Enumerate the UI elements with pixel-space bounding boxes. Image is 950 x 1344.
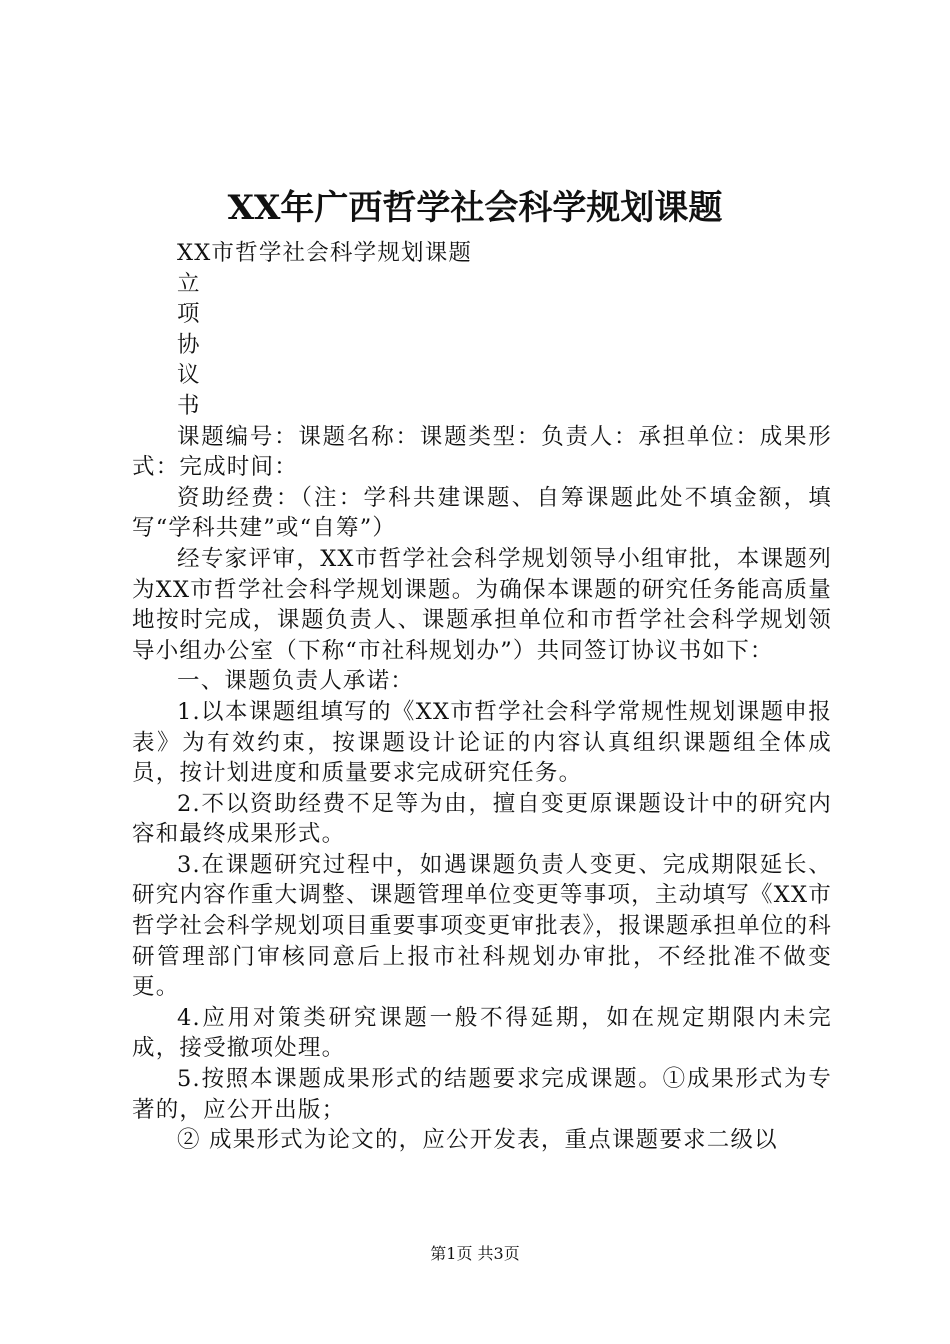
paragraph: 书 bbox=[177, 392, 201, 419]
paragraph: 课题编号：课题名称：课题类型：负责人：承担单位：成果形式：完成时间： bbox=[132, 423, 832, 481]
paragraph: 一、课题负责人承诺： bbox=[177, 668, 415, 695]
paragraph: 资助经费：（注：学科共建课题、自筹课题此处不填金额，填写“学科共建”或“自筹”） bbox=[132, 484, 832, 542]
paragraph: 2.不以资助经费不足等为由，擅自变更原课题设计中的研究内容和最终成果形式。 bbox=[132, 790, 832, 848]
paragraph: 议 bbox=[177, 362, 201, 389]
paragraph: 项 bbox=[177, 301, 201, 328]
paragraph: 经专家评审，XX市哲学社会科学规划领导小组审批，本课题列为XX市哲学社会科学规划课题。为确保本课题的研究任务能高质量地按时完成，课题负责人、课题承担单位和市哲学社会科学规划领导小组办公室（下称“市社科规划办”）共同签订协议书如下： bbox=[132, 545, 832, 664]
paragraph: 4.应用对策类研究课题一般不得延期，如在规定期限内未完成，接受撤项处理。 bbox=[132, 1004, 832, 1062]
paragraph: ② 成果形式为论文的，应公开发表，重点课题要求二级以 bbox=[177, 1127, 778, 1154]
paragraph: 3.在课题研究过程中，如遇课题负责人变更、完成期限延长、研究内容作重大调整、课题管理单位变更等事项，主动填写《XX市哲学社会科学规划项目重要事项变更审批表》，报课题承担单位的科研管理部门审核同意后上报市社科规划办审批，不经批准不做变更。 bbox=[132, 851, 832, 1001]
paragraph: XX市哲学社会科学规划课题 bbox=[177, 240, 473, 266]
paragraph: 协 bbox=[177, 331, 201, 358]
paragraph: 1.以本课题组填写的《XX市哲学社会科学常规性规划课题申报表》为有效约束，按课题设计论证的内容认真组织课题组全体成员，按计划进度和质量要求完成研究任务。 bbox=[132, 698, 832, 787]
paragraph: 5.按照本课题成果形式的结题要求完成课题。①成果形式为专著的，应公开出版； bbox=[132, 1066, 832, 1123]
document-body bbox=[132, 238, 832, 1156]
page-footer: 第1页 共3页 bbox=[430, 1244, 520, 1263]
document-title: XX年广西哲学社会科学规划课题 bbox=[227, 188, 723, 228]
paragraph: 立 bbox=[177, 270, 201, 297]
